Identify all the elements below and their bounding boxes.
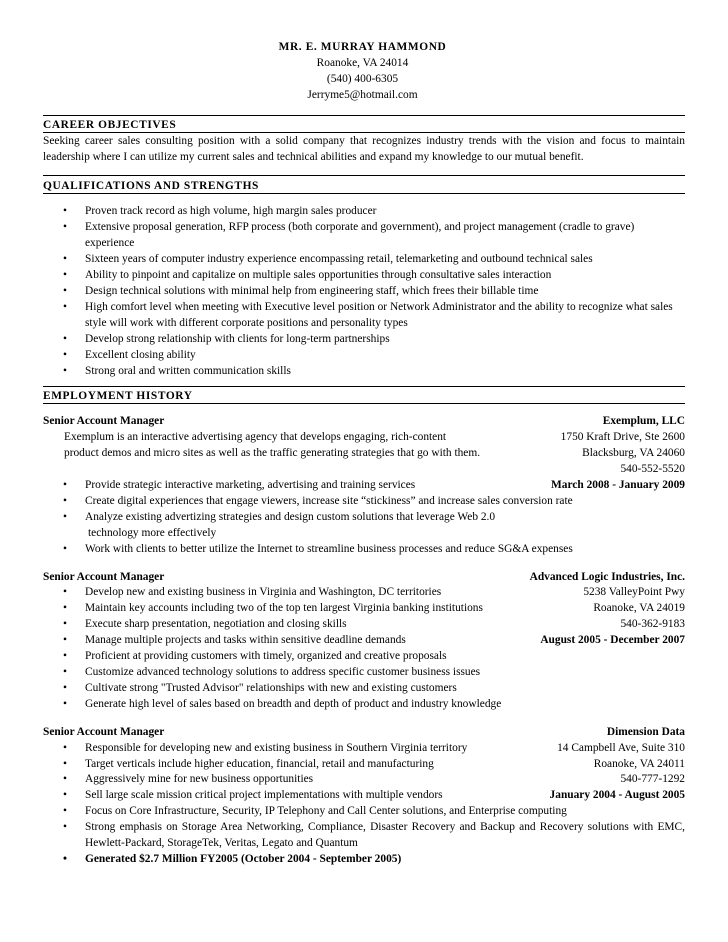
job-role: Senior Account Manager (43, 725, 165, 738)
list-item: • Create digital experiences that engage viewers, increase site “stickiness” and increase sales conversion rate (63, 494, 573, 507)
list-item: • Ability to pinpoint and capitalize on multiple sales opportunities through consultative sales interaction (63, 269, 552, 282)
list-item: • Manage multiple projects and tasks within sensitive deadline demands August 2005 - December 2007 (43, 633, 685, 649)
list-item: • Execute sharp presentation, negotiation and closing skills 540-362-9183 (43, 617, 685, 633)
job-city: Roanoke, VA 24019 (593, 602, 685, 615)
list-item: • Aggressively mine for new business opportunities 540-777-1292 (43, 772, 685, 788)
list-item: • Customize advanced technology solutions to address specific customer business issues (63, 666, 481, 678)
job-dates: March 2008 - January 2009 (551, 479, 685, 492)
job-role: Senior Account Manager (43, 415, 165, 428)
job-exemplum (43, 414, 685, 557)
list-item: • Cultivate strong "Trusted Advisor" relationships with new and existing customers (63, 681, 457, 694)
list-item: • Develop strong relationship with clients for long-term partnerships (63, 332, 390, 345)
list-item: • Extensive proposal generation, RFP process (both corporate and government), and project management (cradle to grave) experience (63, 221, 635, 250)
list-item: • Generate high level of sales based on breadth and depth of product and industry knowledge (63, 697, 502, 710)
list-item: • Generated $2.7 Million FY2005 (October 2004 - September 2005) (63, 852, 402, 865)
list-item: • Sixteen years of computer industry experience encompassing retail, telemarketing and outbound technical sales (63, 253, 593, 266)
job-role: Senior Account Manager (43, 570, 165, 583)
list-item: • High comfort level when meeting with Executive level position or Network Administrator and the ability to recognize what sales style will work with different corporate positions and personality types (63, 300, 673, 329)
list-item: • Design technical solutions with minimal help from engineering staff, which frees their billable time (63, 284, 539, 297)
candidate-name: MR. E. MURRAY HAMMOND (278, 41, 447, 53)
job-advanced-logic (43, 570, 685, 713)
job-city: Blacksburg, VA 24060 (582, 447, 685, 460)
job-company: Advanced Logic Industries, Inc. (529, 570, 685, 583)
job-dimension-data (43, 725, 685, 868)
job-city: Roanoke, VA 24011 (593, 757, 685, 770)
job-dates: January 2004 - August 2005 (549, 789, 685, 802)
job-company: Dimension Data (606, 725, 685, 738)
list-item-continuation: technology more effectively (88, 526, 217, 539)
list-item: • Excellent closing ability (63, 348, 196, 361)
job-phone: 540-362-9183 (620, 618, 685, 631)
job-company: Exemplum, LLC (602, 415, 685, 428)
qualifications-heading: QUALIFICATIONS AND STRENGTHS (43, 179, 685, 194)
candidate-city: Roanoke, VA 24014 (316, 56, 409, 69)
qualifications-list (43, 204, 685, 379)
employment-heading: EMPLOYMENT HISTORY (43, 389, 685, 404)
job-street: 14 Campbell Ave, Suite 310 (557, 741, 685, 754)
list-item: • Work with clients to better utilize the Internet to streamline business processes and reduce SG&A expenses (63, 542, 573, 555)
job-phone: 540-777-1292 (620, 773, 685, 786)
resume-header (40, 40, 685, 104)
career-objectives-heading: CAREER OBJECTIVES (43, 118, 685, 133)
list-item: • Proficient at providing customers with timely, organized and creative proposals (63, 650, 447, 663)
list-item: • Sell large scale mission critical project implementations with multiple vendors January 2004 - August 2005 (43, 788, 685, 804)
list-item: • Focus on Core Infrastructure, Security, IP Telephony and Call Center solutions, and Enterprise computing (63, 805, 567, 818)
job-description: Exemplum is an interactive advertising agency that develops engaging, rich-content (64, 431, 447, 444)
list-item: • Target verticals include higher education, financial, retail and manufacturing Roanoke, VA 24011 (43, 757, 685, 773)
list-item: • Proven track record as high volume, high margin sales producer (63, 205, 377, 218)
list-item: • Responsible for developing new and existing business in Southern Virginia territory 14 Campbell Ave, Suite 310 (43, 741, 685, 757)
job-description: product demos and micro sites as well as the traffic generating strategies that go with them. (64, 447, 481, 460)
list-item: • Strong emphasis on Storage Area Networking, Compliance, Disaster Recovery and Backup and Recovery solutions with EMC, Hewlett-Packard, StorageTek, Veritas, Legato and Quantum (63, 821, 685, 850)
candidate-phone: (540) 400-6305 (326, 72, 399, 85)
job-dates: August 2005 - December 2007 (540, 634, 685, 647)
resume-page (43, 40, 685, 868)
career-objectives-text: Seeking career sales consulting position with a solid company that recognizes industry trends with the vision and focus to maintain leadership where I can utilize my current sales and technical abilities and expand my knowledge to our mutual benefit. (43, 134, 685, 163)
list-item: • Strong oral and written communication skills (63, 364, 291, 377)
list-item: • Maintain key accounts including two of the top ten largest Virginia banking institutions Roanoke, VA 24019 (43, 601, 685, 617)
list-item: • Analyze existing advertizing strategies and design custom solutions that leverage Web 2.0 (63, 510, 496, 523)
list-item: • Provide strategic interactive marketing, advertising and training services March 2008 - January 2009 (43, 478, 685, 494)
job-street: 5238 ValleyPoint Pwy (583, 586, 685, 599)
job-phone: 540-552-5520 (620, 463, 685, 476)
job-street: 1750 Kraft Drive, Ste 2600 (560, 431, 685, 444)
list-item: • Develop new and existing business in Virginia and Washington, DC territories 5238 ValleyPoint Pwy (43, 585, 685, 601)
candidate-email: Jerryme5@hotmail.com (307, 88, 418, 101)
